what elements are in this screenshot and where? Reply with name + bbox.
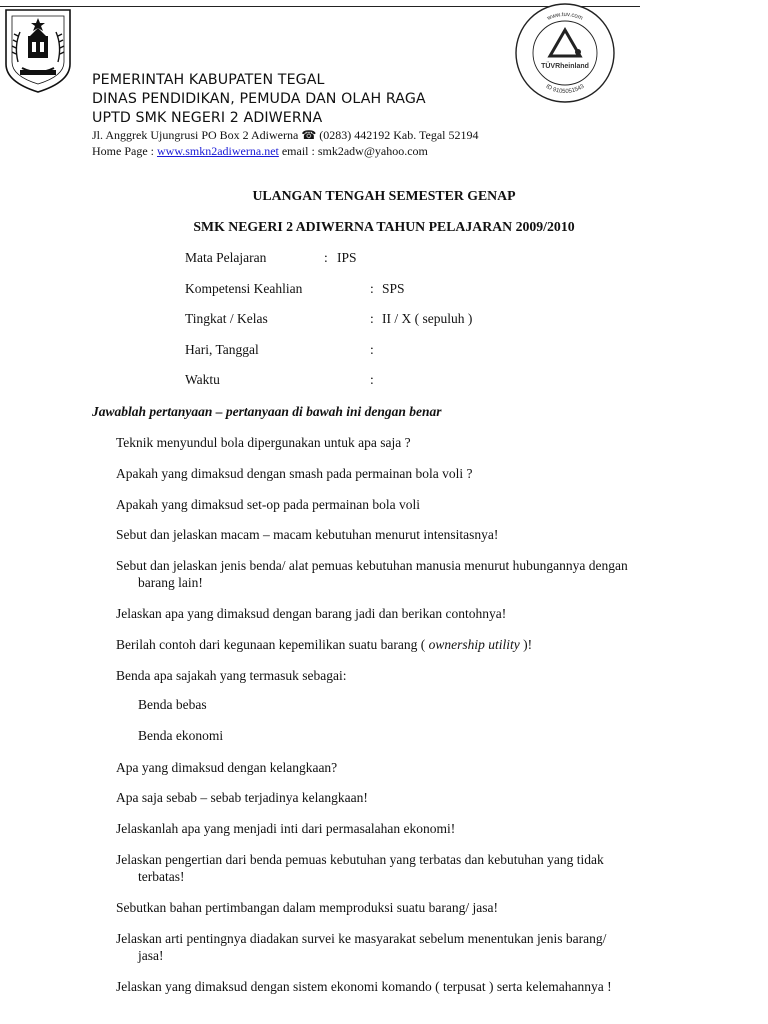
field-label-time: Waktu <box>185 372 220 387</box>
question-4: Sebut dan jelaskan macam – macam kebutuhan menurut intensitasnya! <box>116 527 499 542</box>
exam-subtitle: SMK NEGERI 2 ADIWERNA TAHUN PELAJARAN 2009/2010 <box>193 219 575 234</box>
header-school: UPTD SMK NEGERI 2 ADIWERNA <box>92 110 323 126</box>
question-13: Sebutkan bahan pertimbangan dalam memproduksi suatu barang/ jasa! <box>116 900 499 915</box>
question-7 <box>116 636 696 653</box>
seal-brand-text: TÜVRheinland <box>541 63 589 70</box>
question-10: Apa saja sebab – sebab terjadinya kelangkaan! <box>116 790 368 805</box>
question-12-line1: Jelaskan pengertian dari benda pemuas kebutuhan yang terbatas dan kebutuhan yang tidak <box>116 852 604 867</box>
field-label-competency: Kompetensi Keahlian <box>185 281 303 296</box>
header-department: DINAS PENDIDIKAN, PEMUDA DAN OLAH RAGA <box>92 91 426 107</box>
instruction-text: Jawablah pertanyaan – pertanyaan di bawah ini dengan benar <box>92 404 442 419</box>
question-14 <box>116 930 696 964</box>
question-7-italic-term: ownership utility <box>428 637 520 652</box>
question-9: Apa yang dimaksud dengan kelangkaan? <box>116 760 338 775</box>
question-1: Teknik menyundul bola dipergunakan untuk apa saja ? <box>116 435 411 450</box>
exam-title: ULANGAN TENGAH SEMESTER GENAP <box>252 188 516 203</box>
question-14-line1: Jelaskan arti pentingnya diadakan survei ke masyarakat sebelum menentukan jenis barang/ <box>116 931 607 946</box>
question-3: Apakah yang dimaksud set-op pada permainan bola voli <box>116 497 421 512</box>
question-2: Apakah yang dimaksud dengan smash pada permainan bola voli ? <box>116 466 473 481</box>
field-value-competency: SPS <box>382 281 405 296</box>
header-government: PEMERINTAH KABUPATEN TEGAL <box>92 72 325 88</box>
question-8-sub-1: Benda bebas <box>138 697 207 712</box>
field-label-subject: Mata Pelajaran <box>185 250 267 265</box>
field-value-subject: IPS <box>337 250 357 265</box>
seal-ring-bottom-text: ID 9105051543 <box>544 83 586 96</box>
field-label-date: Hari, Tanggal <box>185 342 259 357</box>
question-5-line2: barang lain! <box>138 575 203 590</box>
question-5-line1: Sebut dan jelaskan jenis benda/ alat pemuas kebutuhan manusia menurut hubungannya dengan <box>116 558 628 573</box>
question-11: Jelaskanlah apa yang menjadi inti dari permasalahan ekonomi! <box>116 821 456 836</box>
email-text: email : smk2adw@yahoo.com <box>278 144 428 158</box>
question-14-line2: jasa! <box>138 948 164 963</box>
field-colon-competency: : <box>370 281 374 296</box>
question-8: Benda apa sajakah yang termasuk sebagai: <box>116 668 347 683</box>
tuv-rheinland-certification-seal <box>514 2 616 104</box>
field-colon-class: : <box>370 311 374 326</box>
field-label-class: Tingkat / Kelas <box>185 311 268 326</box>
field-value-class: II / X ( sepuluh ) <box>382 311 473 326</box>
question-7-end: )! <box>519 637 533 652</box>
field-colon-date: : <box>370 342 374 357</box>
header-address: Jl. Anggrek Ujungrusi PO Box 2 Adiwerna ☎ (0283) 442192 Kab. Tegal 52194 <box>92 128 479 142</box>
header-contact <box>92 144 428 159</box>
field-colon-subject: : <box>324 250 328 265</box>
homepage-link[interactable]: www.smkn2adiwerna.net <box>157 144 279 158</box>
question-12 <box>116 851 696 885</box>
field-colon-time: : <box>370 372 374 387</box>
homepage-label: Home Page : <box>92 144 157 158</box>
seal-ring-top-text: www.tuv.com <box>546 11 584 22</box>
question-5 <box>116 557 696 591</box>
question-6: Jelaskan apa yang dimaksud dengan barang jadi dan berikan contohnya! <box>116 606 507 621</box>
question-15: Jelaskan yang dimaksud dengan sistem ekonomi komando ( terpusat ) serta kelemahannya ! <box>116 979 612 994</box>
question-8-sub-2: Benda ekonomi <box>138 728 224 743</box>
question-12-line2: terbatas! <box>138 869 185 884</box>
regency-emblem-logo <box>2 2 74 94</box>
question-7-text: Berilah contoh dari kegunaan kepemilikan suatu barang ( <box>116 637 429 652</box>
